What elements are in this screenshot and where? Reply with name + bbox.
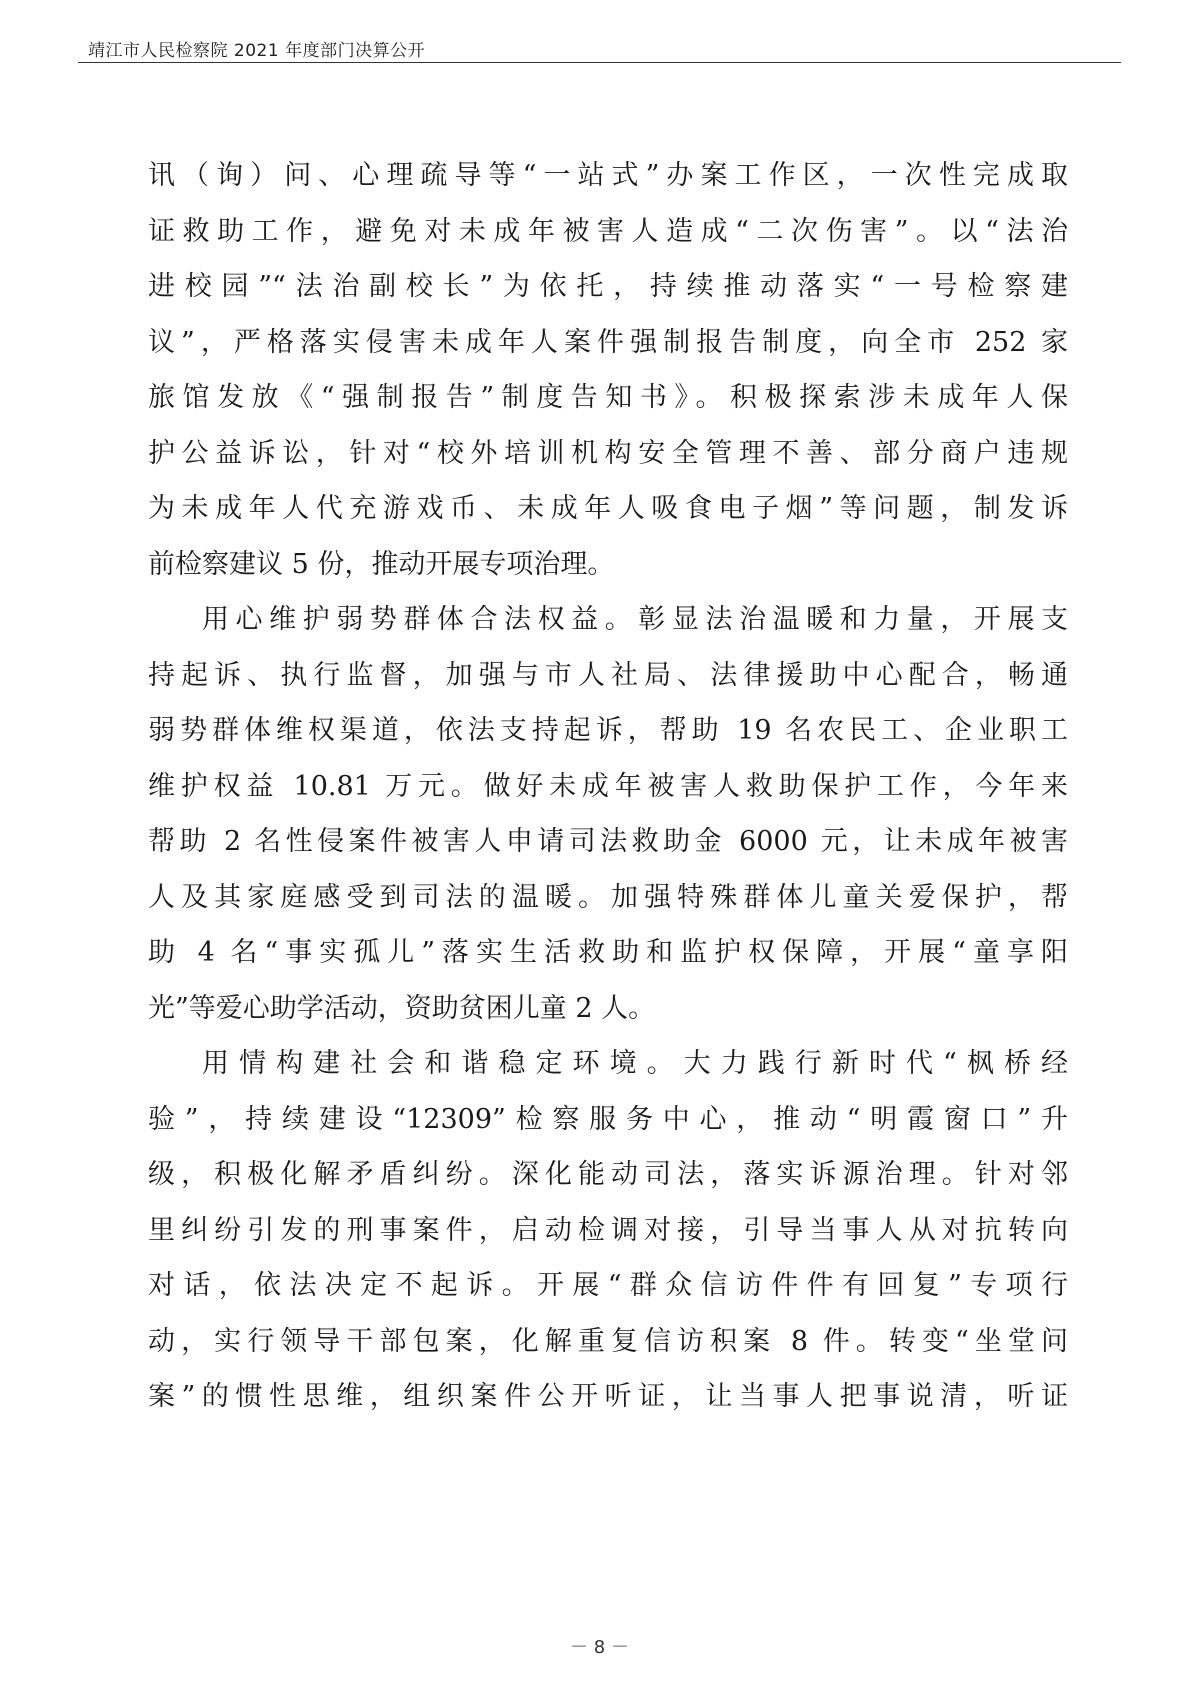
text-line: 人及其家庭感受到司法的温暖。加强特殊群体儿童关爱保护，帮 — [148, 881, 1068, 913]
text-line: 为未成年人代充游戏币、未成年人吸食电子烟”等问题，制发诉 — [148, 493, 1068, 524]
text-line: 验”，持续建设“12309”检察服务中心，推动“明霞窗口”升 — [148, 1103, 1068, 1135]
text-line: 进校园”“法治副校长”为依托，持续推动落实“一号检察建 — [148, 271, 1068, 302]
text-line: 讯（询）问、心理疏导等“一站式”办案工作区，一次性完成取 — [148, 160, 1068, 191]
text-line: 案”的惯性思维，组织案件公开听证，让当事人把事说清，听证 — [148, 1381, 1068, 1412]
text-line: 用情构建社会和谐稳定环境。大力践行新时代“枫桥经 — [202, 1048, 1068, 1079]
text-line: 持起诉、执行监督，加强与市人社局、法律援助中心配合，畅通 — [148, 659, 1068, 691]
text-line: 护公益诉讼，针对“校外培训机构安全管理不善、部分商户违规 — [148, 437, 1068, 469]
text-line: 里纠纷引发的刑事案件，启动检调对接，引导当事人从对抗转向 — [148, 1214, 1068, 1246]
header-divider — [78, 62, 1121, 63]
text-line: 光”等爱心助学活动，资助贫困儿童 2 人。 — [148, 992, 656, 1024]
text-line: 帮助 2 名性侵案件被害人申请司法救助金 6000 元，让未成年被害 — [148, 826, 1068, 857]
text-line: 议”，严格落实侵害未成年人案件强制报告制度，向全市 252 家 — [148, 326, 1068, 358]
text-line: 旅馆发放《“强制报告”制度告知书》。积极探索涉未成年人保 — [148, 382, 1068, 413]
text-line: 用心维护弱势群体合法权益。彰显法治温暖和力量，开展支 — [202, 604, 1068, 635]
text-line: 证救助工作，避免对未成年被害人造成“二次伤害”。以“法治 — [148, 215, 1068, 247]
document-body — [148, 148, 1068, 1425]
text-line: 助 4 名“事实孤儿”落实生活救助和监护权保障，开展“童享阳 — [148, 937, 1068, 968]
text-line: 前检察建议 5 份，推动开展专项治理。 — [148, 548, 615, 580]
text-line: 级，积极化解矛盾纠纷。深化能动司法，落实诉源治理。针对邻 — [148, 1159, 1068, 1190]
page-header-title: 靖江市人民检察院 2021 年度部门决算公开 — [88, 41, 426, 61]
text-line: 对话，依法决定不起诉。开展“群众信访件件有回复”专项行 — [148, 1270, 1068, 1301]
text-line: 动，实行领导干部包案，化解重复信访积案 8 件。转变“坐堂问 — [148, 1325, 1068, 1357]
page-number: － 8 － — [570, 1637, 629, 1658]
text-line: 弱势群体维权渠道，依法支持起诉，帮助 19 名农民工、企业职工 — [148, 715, 1068, 746]
text-line: 维护权益 10.81 万元。做好未成年被害人救助保护工作，今年来 — [148, 770, 1068, 802]
